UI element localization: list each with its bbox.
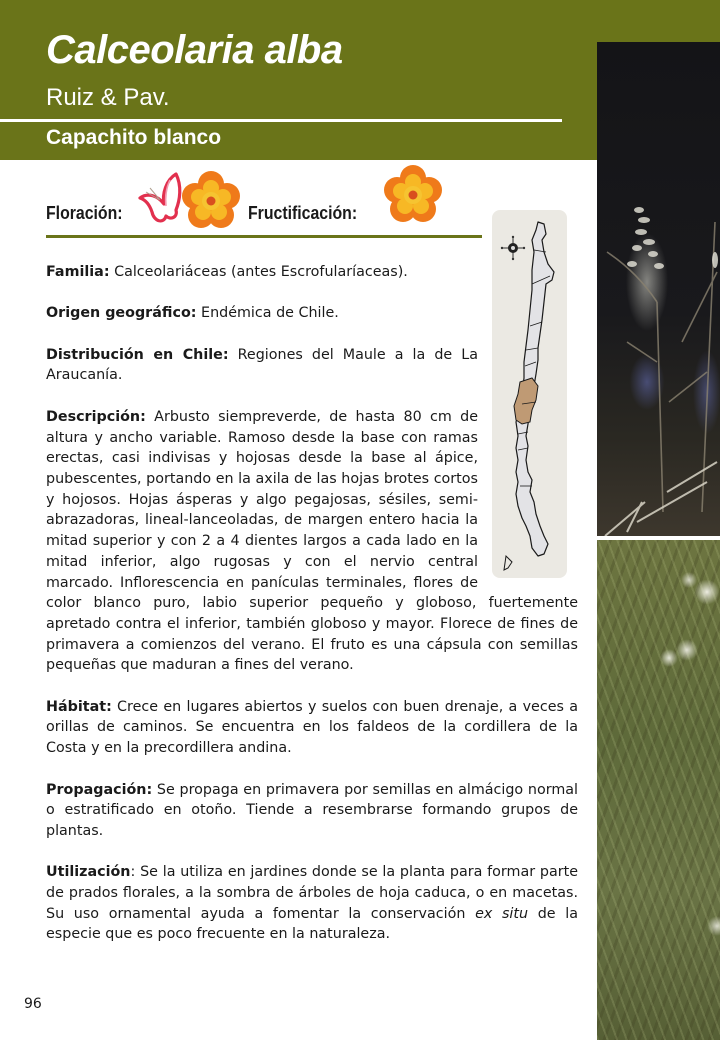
title-block [0,0,597,160]
descripcion-label: Descripción: [46,408,146,425]
header-divider [0,119,562,122]
utilizacion-label: Utilización [46,864,131,881]
flower-icon [382,164,444,226]
utilizacion-text-end: de la especie que es poco frecuente en la naturaleza. [46,905,578,943]
origen-text: Endémica de Chile. [196,305,339,322]
photo-plant-habit [597,42,720,536]
utilizacion-italic: ex situ [475,905,529,922]
fruiting-label: Fructificación: [248,203,358,223]
utilizacion-colon: : [130,864,136,881]
flowering-label: Floración: [46,203,123,223]
phenology-row [46,170,486,230]
compass-icon [501,236,525,260]
familia-text: Calceolariáceas (antes Escrofularíaceas). [109,264,408,280]
distribucion-text: Regiones del Maule a la de La Araucanía. [46,346,478,384]
page-number: 96 [24,996,42,1012]
section-utilizacion [46,862,578,945]
section-habitat [46,697,578,759]
utilizacion-text: Se la utiliza en jardines donde se la planta para formar parte de prados florales, a la sombra de árboles de hoja caduca, o en macetas. Su uso ornamental ayuda a fomentar la conservación [46,864,578,922]
descripcion-text: Arbusto siempreverde, de hasta 80 cm de altura y ancho variable. Ramoso desde la base con ramas erectas, casi indivisas y hojosas desde la base al ápice, pubescentes, portando en la axila de las hojas brotes cortos y hojosos. Hojas ásperas y algo pegajosas, sésiles, semi-abrazadoras, lineal-lanceoladas, de margen entero hacia la mitad superior y con 2 a 4 dientes largos a cada lado en la mitad inferior, algo rugosas y con el nervio central marcado. Inflorescencia en panículas terminales, flores de color blanco puro, labio superior pequeño y globoso, fuertemente apretado contra el inferior, también globoso y mayor. Florece de fines de primavera a comienzos del verano. El fruto es una cápsula con semillas pequeñas que maduran a fines del verano. [46,408,578,674]
species-author: Ruiz & Pav. [46,84,170,111]
distribucion-label: Distribución en Chile: [46,346,229,363]
common-name: Capachito blanco [46,126,222,149]
flower-icon [180,170,242,232]
propagacion-label: Propagación: [46,781,153,798]
scientific-name: Calceolaria alba [46,28,343,72]
propagacion-text: Se propaga en primavera por semillas en almácigo normal o estratificado en otoño. Tiende a resembrarse formando grupos de plantas. [46,781,578,839]
familia-label: Familia: [46,264,110,280]
section-divider [46,235,482,238]
species-description [46,262,578,966]
habitat-text: Crece en lugares abiertos y suelos con buen drenaje, a veces a orillas de caminos. Se encuentra en los faldeos de la cordillera de la Costa y en la precordillera andina. [46,698,578,757]
origen-label: Origen geográfico: [46,305,197,322]
habitat-label: Hábitat: [46,698,112,715]
map-wrap-space [478,262,578,584]
section-propagacion [46,780,578,842]
photo-flowers-closeup [597,540,720,1040]
butterfly-icon [136,170,182,226]
